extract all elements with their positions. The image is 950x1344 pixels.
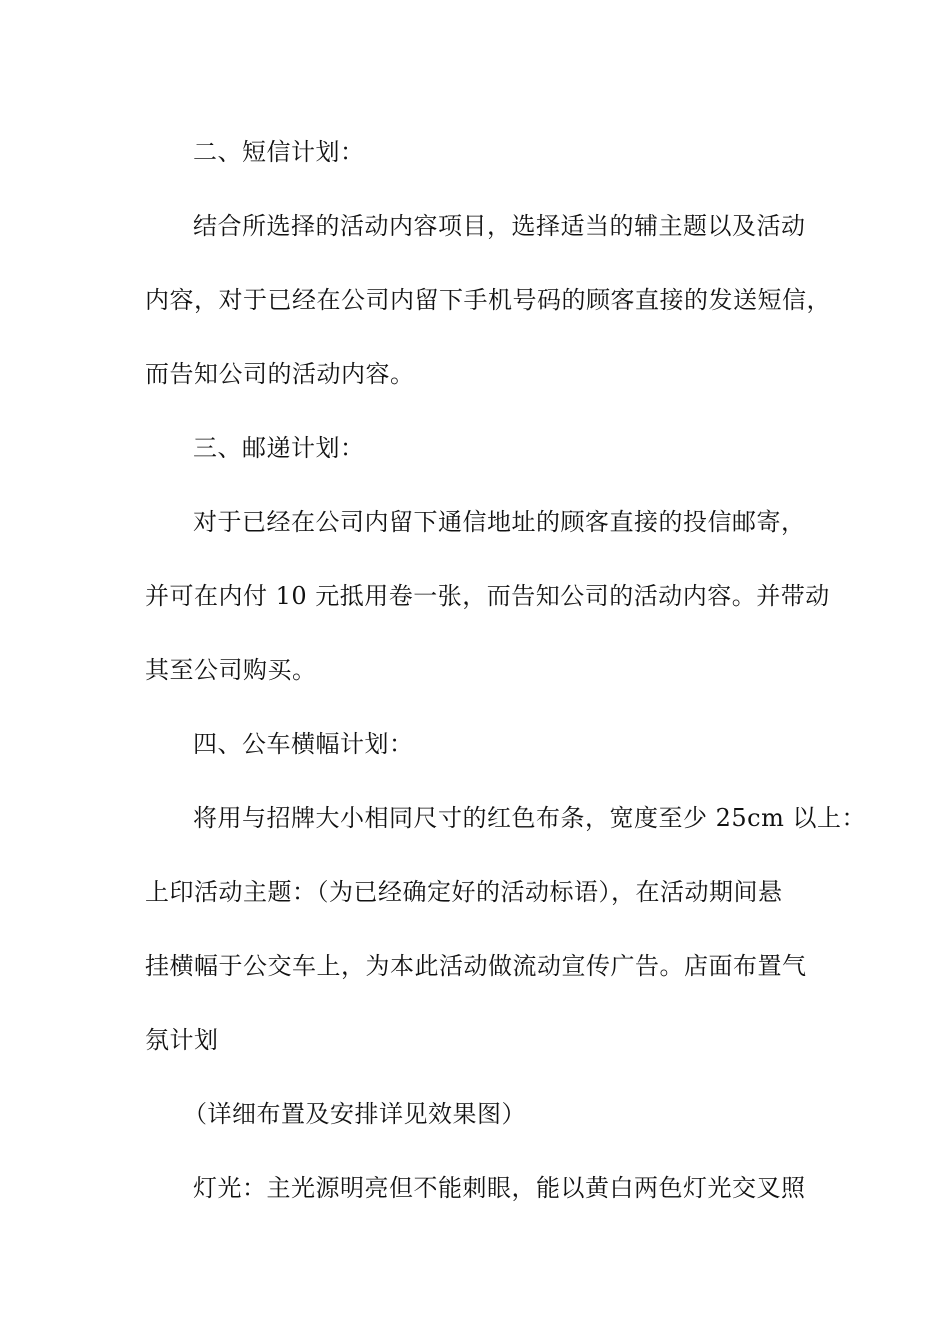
paragraph-line: 灯光：主光源明亮但不能刺眼，能以黄白两色灯光交叉照: [193, 1174, 806, 1202]
paragraph-line: 对于已经在公司内留下通信地址的顾客直接的投信邮寄，: [193, 508, 806, 536]
heading-mail-plan: 三、邮递计划：: [193, 434, 365, 462]
paragraph-line: 上印活动主题：（为已经确定好的活动标语），在活动期间悬: [145, 878, 783, 906]
paragraph-line: 内容，对于已经在公司内留下手机号码的顾客直接的发送短信，: [145, 286, 831, 314]
paragraph-line: 其至公司购买。: [145, 656, 317, 684]
paragraph-line: 并可在内付 10 元抵用卷一张，而告知公司的活动内容。并带动: [145, 582, 830, 610]
heading-sms-plan: 二、短信计划：: [193, 138, 365, 166]
paragraph-line: 结合所选择的活动内容项目，选择适当的辅主题以及活动: [193, 212, 806, 240]
paragraph-line: 氛计划: [145, 1026, 219, 1054]
heading-bus-banner-plan: 四、公车横幅计划：: [193, 730, 414, 758]
paragraph-line: 将用与招牌大小相同尺寸的红色布条，宽度至少 25cm 以上：: [193, 804, 866, 832]
paragraph-line: （详细布置及安排详见效果图）: [183, 1100, 526, 1128]
paragraph-line: 而告知公司的活动内容。: [145, 360, 415, 388]
paragraph-line: 挂横幅于公交车上，为本此活动做流动宣传广告。店面布置气: [145, 952, 807, 980]
